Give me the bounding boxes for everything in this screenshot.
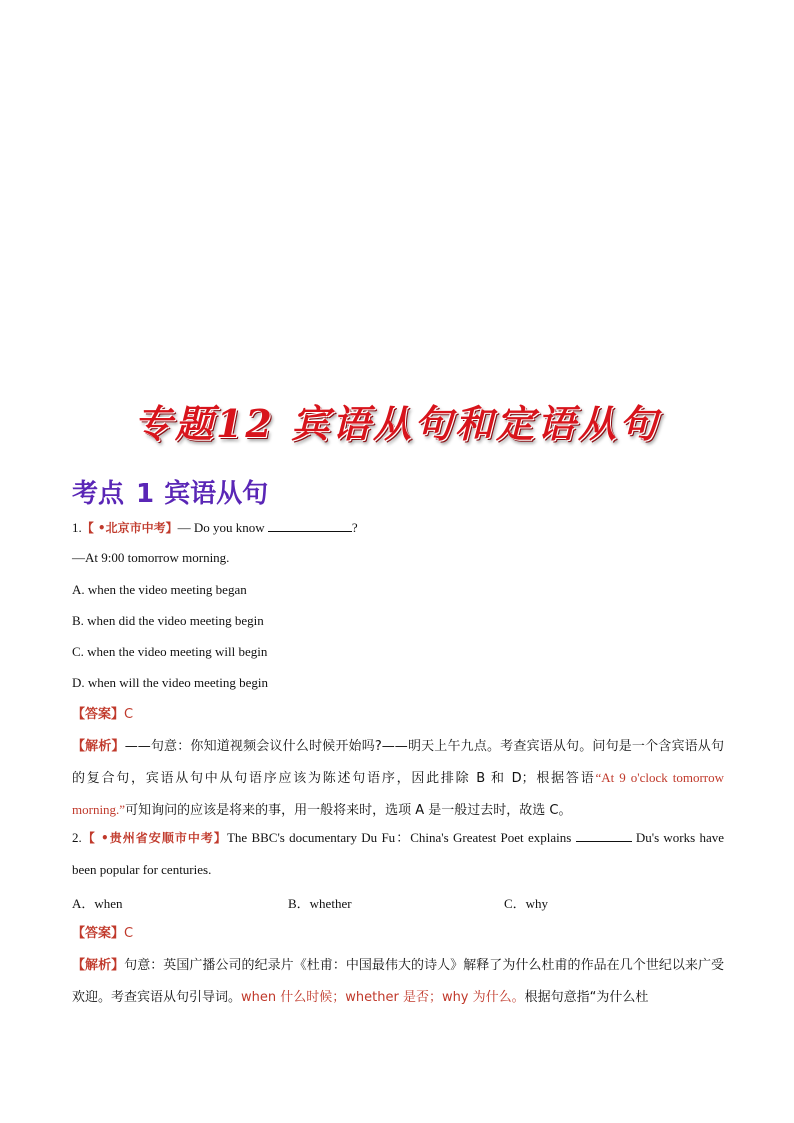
question-stem-text: — Do you know — [177, 520, 265, 535]
option-d: D. when will the video meeting begin — [72, 675, 269, 690]
answer-value: C — [124, 707, 134, 722]
answer-blank — [576, 828, 632, 842]
analysis-quote: “At 9 o'clock tomorrow morning.” — [72, 770, 724, 817]
question-source: 【 •贵州省安顺市中考】 — [81, 831, 227, 845]
question-1-reply: —At 9:00 tomorrow morning. — [72, 550, 230, 565]
answer-label: 【答案】 — [72, 926, 125, 941]
analysis-label: 【解析】 — [72, 958, 125, 973]
option-a: A．when — [72, 896, 123, 911]
option-b: B. when did the video meeting begin — [72, 613, 264, 628]
answer-blank — [268, 518, 352, 532]
question-2-stem — [72, 822, 724, 885]
answer-value: C — [124, 926, 134, 941]
analysis-words: when 什么时候；whether 是否；why 为什么。 — [241, 990, 525, 1005]
answer-line — [72, 705, 724, 724]
section-heading — [72, 473, 268, 510]
answer-line — [72, 924, 724, 943]
question-stem-text: The BBC's documentary Du Fu：China's Greatest Poet explains — [226, 830, 572, 845]
page-title: 专题12 宾语从句和定语从句 — [133, 401, 661, 446]
option-c: C．why — [504, 896, 549, 911]
question-number: 2. — [72, 830, 82, 845]
section-prefix: 考点 — [72, 479, 125, 509]
analysis-paragraph — [72, 730, 724, 826]
section-name: 宾语从句 — [164, 479, 269, 509]
question-stem-end: ? — [351, 520, 358, 535]
analysis-text: 句意：英国广播公司的纪录片《杜甫：中国最伟大的诗人》解释了为什么杜甫的作品在几个世纪以来广受欢迎。考查宾语从句引导词。 — [72, 958, 724, 1005]
answer-label: 【答案】 — [72, 707, 125, 722]
section-number: 1 — [136, 479, 155, 509]
analysis-text-end: 可知询问的应该是将来的事，用一般将来时，选项 A 是一般过去时，故选 C。 — [125, 803, 572, 818]
option-a: A. when the video meeting began — [72, 582, 247, 597]
question-number: 1. — [72, 520, 82, 535]
option-c: C. when the video meeting will begin — [72, 644, 268, 659]
question-source: 【 •北京市中考】 — [81, 521, 178, 535]
analysis-text-end: 根据句意指“为什么杜 — [524, 990, 649, 1005]
analysis-label: 【解析】 — [72, 739, 125, 754]
analysis-text: ——句意：你知道视频会议什么时候开始吗?——明天上午九点。考查宾语从句。问句是一个含宾语从句的复合句，宾语从句中从句语序应该为陈述句语序，因此排除 B 和 D；根据答语 — [72, 739, 724, 786]
question-1-stem — [72, 518, 724, 537]
analysis-paragraph — [72, 949, 724, 1013]
question-stem-end: Du's works have been popular for centuries. — [72, 830, 725, 877]
option-b: B．whether — [288, 896, 352, 911]
